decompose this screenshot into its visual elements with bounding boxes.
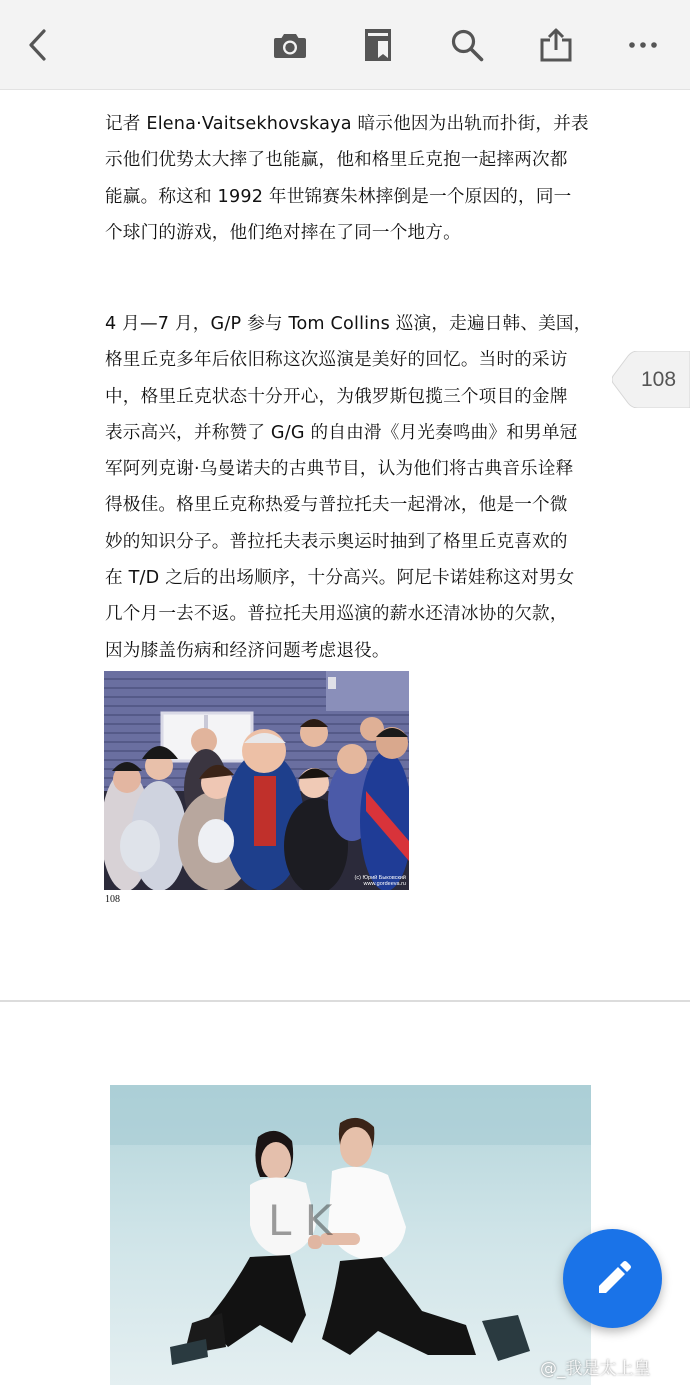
page-number: 108 (641, 368, 677, 391)
share-button[interactable] (533, 22, 579, 68)
edit-fab-button[interactable] (563, 1229, 662, 1328)
skating-photo (110, 1085, 591, 1385)
paragraph-1: 记者 Elena·Vaitsekhovskaya 暗示他因为出轨而扑街，并表 示他们优势太大摔了也能赢，他和格里丘克抱一起摔两次都 能赢。称这和 1992 年世锦赛朱林摔倒是一个原因的，同一 个球门的游戏，他们绝对摔在了同一个地方。 (105, 114, 589, 243)
search-button[interactable] (444, 22, 490, 68)
more-icon (628, 41, 658, 49)
bookmark-button[interactable] (355, 22, 401, 68)
camera-icon (273, 31, 307, 59)
photo-credit-name: (c) Юрий Быковский (354, 875, 406, 881)
weibo-watermark: @_我是太上皇 (540, 1359, 651, 1379)
top-toolbar (0, 0, 690, 90)
search-icon (450, 28, 484, 62)
pencil-icon (595, 1261, 631, 1297)
back-arrow-icon (25, 28, 51, 62)
group-photo (104, 671, 409, 890)
more-button[interactable] (620, 22, 666, 68)
back-button[interactable] (15, 22, 61, 68)
page-divider (0, 1000, 690, 1002)
camera-button[interactable] (267, 22, 313, 68)
bookmark-icon (364, 28, 392, 62)
photo-credit-site: www.gordeeva.ru (363, 881, 406, 887)
share-icon (539, 28, 573, 62)
photo-caption: 108 (105, 894, 120, 905)
pdf-page-1 (0, 90, 690, 1000)
paragraph-2: 4 月—7 月，G/P 参与 Tom Collins 巡演，走遍日韩、美国， 格里丘克多年后依旧称这次巡演是美好的回忆。当时的采访 中，格里丘克状态十分开心，为俄罗斯包揽三个项目的金牌 表示高兴，并称赞了 G/G 的自由滑《月光奏鸣曲》和男单冠 军阿列克谢·乌曼诺夫的古典节目，认为他们将古典音乐诠释 得极佳。格里丘克称热爱与普拉托夫一起滑冰，他是一个微 妙的知识分子。普拉托夫表示奥运时抽到了格里丘克喜欢的 在 T/D 之后的出场顺序，十分高兴。阿尼卡诺娃称这对男女 几个月一去不返。普拉托夫用巡演的薪水还清冰协的欠款， 因为膝盖伤病和经济问题考虑退役。 (105, 314, 592, 661)
photo2-watermark: L K (268, 1196, 333, 1245)
